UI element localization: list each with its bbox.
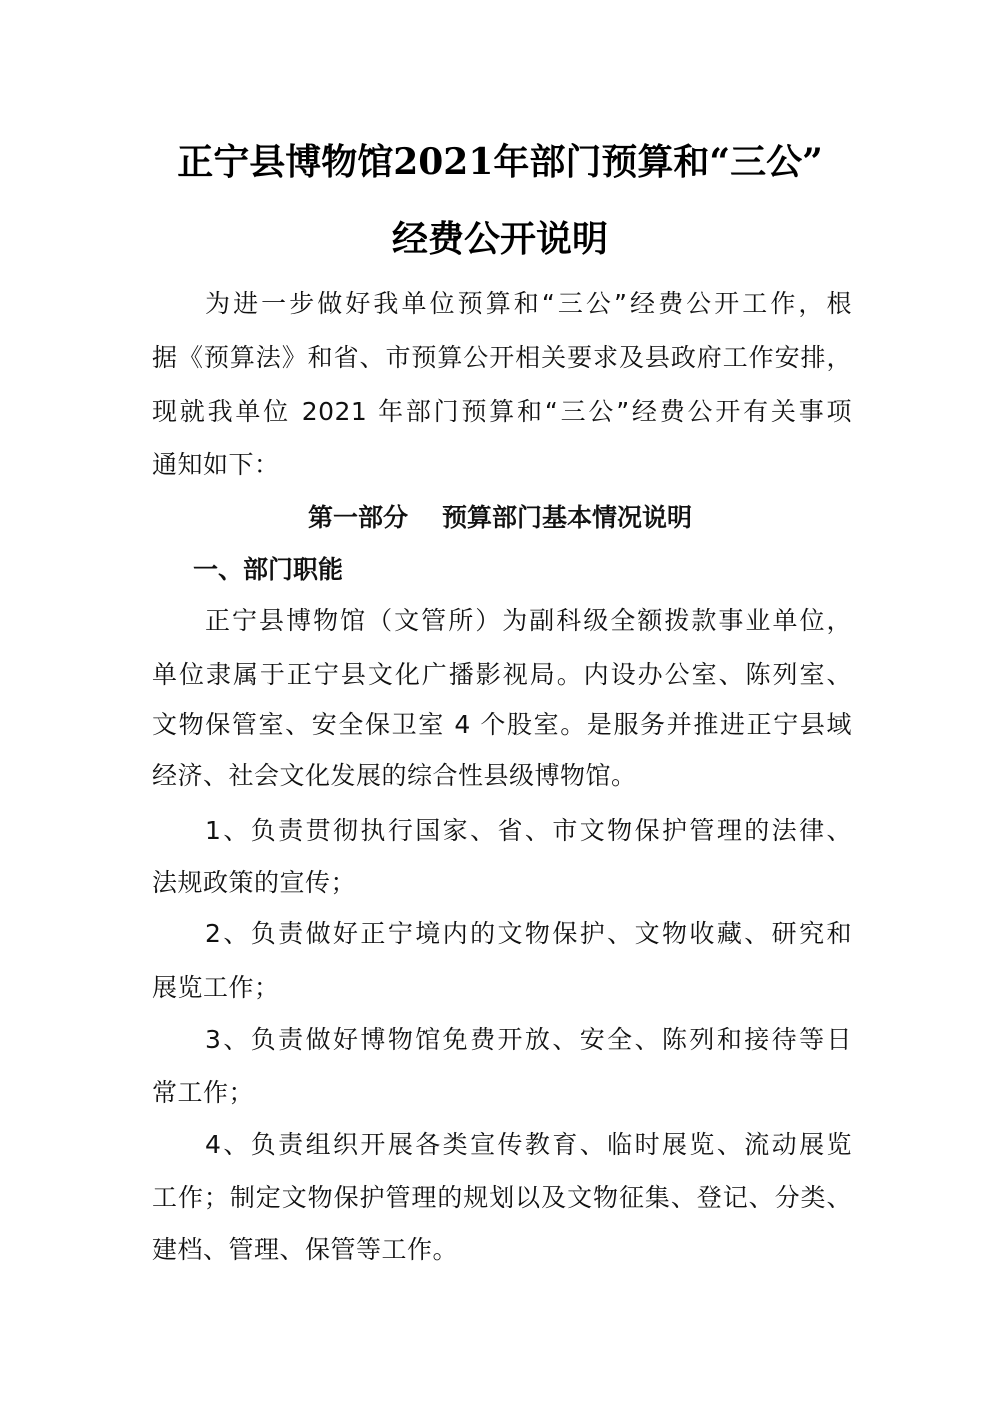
duty-item-2-line-1: 2、负责做好正宁境内的文物保护、文物收藏、研究和 [205,919,852,948]
functions-paragraph-line-2: 单位隶属于正宁县文化广播影视局。内设办公室、陈列室、 [152,660,852,689]
intro-line-3: 现就我单位 2021 年部门预算和“三公”经费公开有关事项 [152,397,852,426]
part-one-heading [150,502,850,534]
functions-paragraph-line-4: 经济、社会文化发展的综合性县级博物馆。 [152,761,637,790]
duty-item-3-line-1: 3、负责做好博物馆免费开放、安全、陈列和接待等日 [205,1025,852,1054]
part-one-label: 第一部分 [307,503,408,532]
intro-line-4: 通知如下： [152,450,280,479]
duty-item-4-line-3: 建档、管理、保管等工作。 [152,1235,459,1264]
section-heading-functions: 一、部门职能 [193,555,344,584]
intro-line-1: 为进一步做好我单位预算和“三公”经费公开工作，根 [205,289,852,318]
intro-line-2: 据《预算法》和省、市预算公开相关要求及县政府工作安排， [152,343,852,372]
duty-item-1-line-2: 法规政策的宣传； [152,868,357,897]
functions-paragraph-line-3: 文物保管室、安全保卫室 4 个股室。是服务并推进正宁县域 [152,710,852,739]
duty-item-4-line-1: 4、负责组织开展各类宣传教育、临时展览、流动展览 [205,1130,852,1159]
duty-item-1-line-1: 1、负责贯彻执行国家、省、市文物保护管理的法律、 [205,816,852,845]
duty-item-2-line-2: 展览工作； [152,973,280,1002]
functions-paragraph-line-1: 正宁县博物馆（文管所）为副科级全额拨款事业单位， [205,606,852,635]
duty-item-4-line-2: 工作；制定文物保护管理的规划以及文物征集、登记、分类、 [152,1183,852,1212]
part-one-title: 预算部门基本情况说明 [442,503,693,532]
document-title-line-2: 经费公开说明 [391,218,608,260]
document-title-line-1: 正宁县博物馆2021年部门预算和“三公” [177,141,823,183]
duty-item-3-line-2: 常工作； [152,1078,255,1107]
